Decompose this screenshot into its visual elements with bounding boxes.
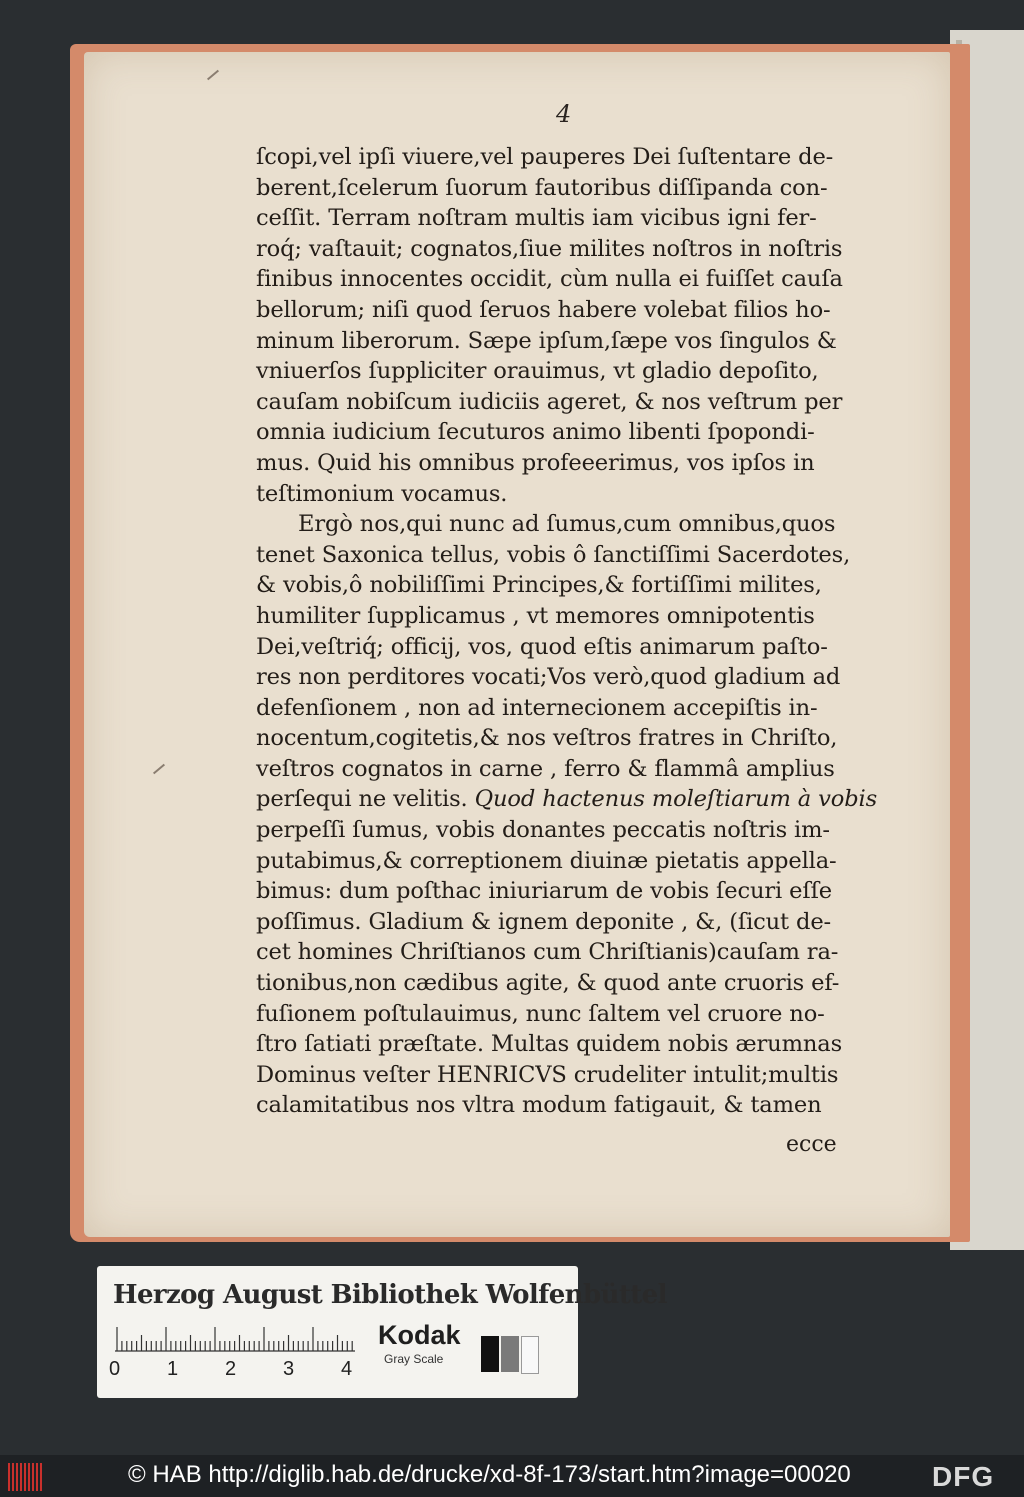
viewer-footer <box>0 1455 1024 1497</box>
text-line <box>256 693 860 724</box>
text-line-main: ſtro ſatiati præſtate. Multas quidem nobis ærumnas <box>256 1031 843 1058</box>
library-name: Herzog August Bibliothek Wolfenbüttel <box>113 1280 667 1310</box>
text-line-main: berent,ſcelerum ſuorum fautoribus diſſipanda con- <box>256 174 828 201</box>
text-line <box>256 907 860 938</box>
text-line-main: omnia iudicium ſecuturos animo libenti ſpopondi- <box>256 419 815 446</box>
text-line-main: teſtimonium vocamus. <box>256 480 508 507</box>
gray-swatch-black <box>481 1336 499 1372</box>
text-line-main: & vobis,ô nobiliſſimi Principes,& fortiſſimi milites, <box>256 572 822 599</box>
text-line-main: bellorum; niſi quod ſeruos habere volebat filios ho- <box>256 296 831 323</box>
copyright-link[interactable]: © HAB http://diglib.hab.de/drucke/xd-8f-173/start.htm?image=00020 <box>128 1461 851 1488</box>
text-line <box>256 846 860 877</box>
text-line-main: Dei,veſtriq́; officij, vos, quod eſtis animarum paſto- <box>256 633 828 660</box>
text-line-main: Ergò nos,qui nunc ad ſumus,cum omnibus,quos <box>298 511 836 538</box>
page-number: 4 <box>556 100 572 128</box>
catchword: ecce <box>786 1132 837 1157</box>
text-line <box>256 1090 860 1121</box>
ruler-number: 3 <box>283 1358 295 1380</box>
ruler-numbers <box>109 1358 369 1382</box>
ruler-number: 4 <box>341 1358 353 1380</box>
text-line <box>256 326 860 357</box>
text-line <box>256 142 860 173</box>
text-line <box>256 632 860 663</box>
text-line <box>256 356 860 387</box>
text-line-main: veſtros cognatos in carne , ferro & flammâ amplius <box>256 755 835 782</box>
gray-swatch-mid <box>501 1336 519 1372</box>
dfg-logo: DFG <box>932 1461 995 1492</box>
text-line <box>256 937 860 968</box>
ruler-icon <box>115 1322 355 1352</box>
ruler-number: 1 <box>167 1358 179 1380</box>
text-line-main: res non perditores vocati;Vos verò,quod gladium ad <box>256 664 841 691</box>
text-line <box>256 723 860 754</box>
text-line-main: minum liberorum. Sæpe ipſum,ſæpe vos ſingulos & <box>256 327 837 354</box>
text-line-main: poſſimus. Gladium & ignem deponite , &, (ſicut de- <box>256 908 832 935</box>
text-line-main: tenet Saxonica tellus, vobis ô ſanctiſſimi Sacerdotes, <box>256 541 851 568</box>
text-line <box>256 662 860 693</box>
text-line-main: nocentum,cogitetis,& nos veſtros fratres in Chriſto, <box>256 725 838 752</box>
ruler-number: 0 <box>109 1358 121 1380</box>
text-line <box>256 417 860 448</box>
kodak-logo: Kodak <box>378 1320 461 1350</box>
gray-scale-label: Gray Scale <box>384 1352 444 1366</box>
text-line <box>256 173 860 204</box>
text-line-main: cet homines Chriſtianos cum Chriſtianis)cauſam ra- <box>256 939 839 966</box>
body-text <box>256 142 878 1121</box>
text-line <box>256 203 860 234</box>
text-line-main: humiliter ſupplicamus , vt memores omnipotentis <box>256 602 815 629</box>
text-line-main: Dominus veſter HENRICVS crudeliter intulit;multis <box>256 1061 839 1088</box>
text-line-main: vniuerſos ſuppliciter orauimus, vt gladio depoſito, <box>256 358 819 385</box>
hab-barcode-icon <box>8 1463 48 1491</box>
ruler-number: 2 <box>225 1358 237 1380</box>
text-line <box>256 601 860 632</box>
text-line <box>256 784 878 815</box>
text-line-main: finibus innocentes occidit, cùm nulla ei fuiſſet cauſa <box>256 266 843 293</box>
text-line <box>256 815 860 846</box>
text-line <box>256 387 860 418</box>
text-line-main: defenſionem , non ad internecionem accepiſtis in- <box>256 694 818 721</box>
text-line <box>256 234 860 265</box>
text-line-italic: Quod hactenus moleſtiarum à vobis <box>474 786 878 813</box>
text-line <box>256 295 860 326</box>
text-line <box>256 540 860 571</box>
text-line <box>256 448 860 479</box>
text-line-main: roq́; vaſtauit; cognatos,ſiue milites noſtros in noſtris <box>256 235 843 262</box>
text-line-main: tionibus,non cædibus agite, & quod ante cruoris ef- <box>256 970 840 997</box>
text-line-main: mus. Quid his omnibus profeeerimus, vos ipſos in <box>256 449 815 476</box>
text-line-main: putabimus,& correptionem diuinæ pietatis appella- <box>256 847 837 874</box>
text-line-main: fuſionem poſtulauimus, nunc ſaltem vel cruore no- <box>256 1000 825 1027</box>
text-line <box>256 264 860 295</box>
gray-swatch-white <box>521 1336 539 1374</box>
text-line <box>256 509 860 540</box>
text-line <box>256 570 860 601</box>
text-line <box>256 876 860 907</box>
text-line-main: ſcopi,vel ipſi viuere,vel pauperes Dei ſuſtentare de- <box>256 144 834 170</box>
text-line <box>256 968 860 999</box>
text-line-main: perſequi ne velitis. <box>256 786 468 813</box>
text-line-main: ceſſit. Terram noſtram multis iam vicibus igni fer- <box>256 205 817 232</box>
text-line-main: calamitatibus nos vltra modum fatigauit, & tamen <box>256 1092 822 1119</box>
text-line <box>256 479 860 510</box>
color-calibration-card <box>97 1266 667 1398</box>
text-line-main: perpeſſi ſumus, vobis donantes peccatis noſtris im- <box>256 817 830 844</box>
text-line <box>256 999 860 1030</box>
text-line-main: bimus: dum poſthac iniuriarum de vobis ſecuri eſſe <box>256 878 833 905</box>
text-line <box>256 1060 860 1091</box>
text-line-main: cauſam nobiſcum iudiciis ageret, & nos veſtrum per <box>256 388 843 415</box>
text-line <box>256 754 860 785</box>
text-line <box>256 1029 860 1060</box>
